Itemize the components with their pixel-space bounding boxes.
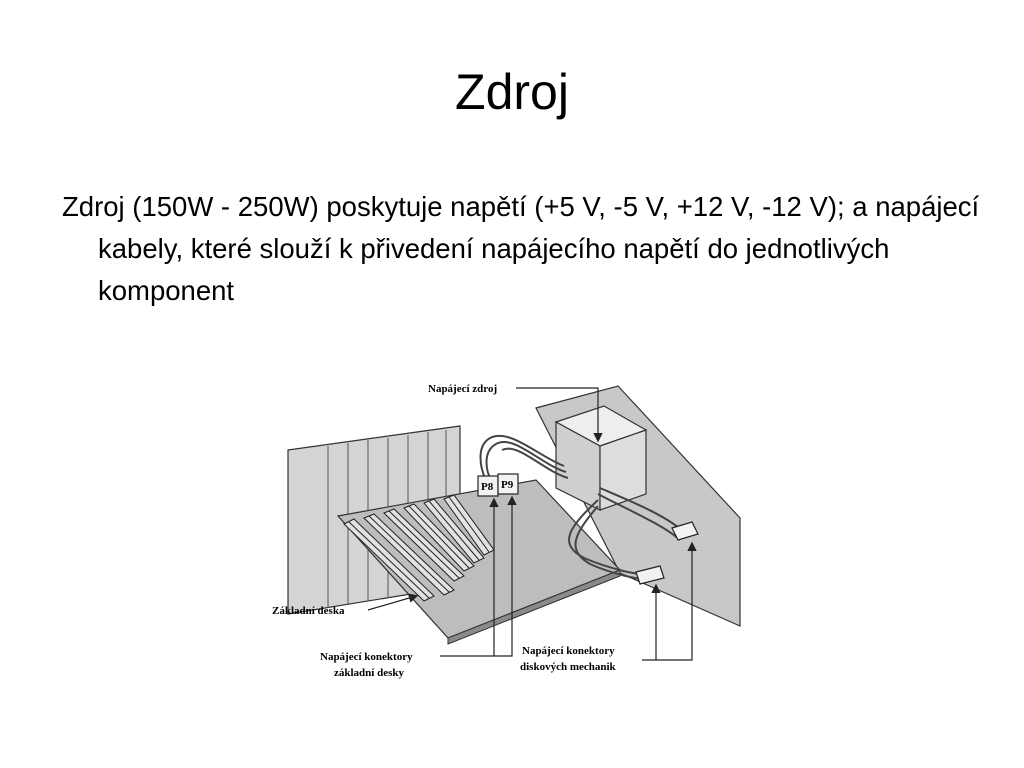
motherboard-power-connector xyxy=(478,474,518,496)
drive-connectors-pointer-1 xyxy=(642,586,656,660)
motherboard-connectors-label-line2: základní desky xyxy=(334,667,404,679)
connector-p8-label: P8 xyxy=(481,481,494,493)
motherboard-label: Základní deska xyxy=(272,605,345,617)
slide-title: Zdroj xyxy=(455,64,569,120)
drive-connectors-label-line1: Napájecí konektory xyxy=(522,645,615,657)
bullet-text: Zdroj (150W - 250W) poskytuje napětí (+5 V, -5 V, +12 V, -12 V); a napájecí kabely, které slouží k přivedení napájecího napětí do jednotlivých komponent xyxy=(62,191,980,306)
drive-connectors-label-line2: diskových mechanik xyxy=(520,661,616,673)
connector-p9-label: P9 xyxy=(501,479,514,491)
motherboard-connectors-label-line1: Napájecí konektory xyxy=(320,651,413,663)
power-supply-label: Napájecí zdroj xyxy=(428,383,498,395)
power-supply-diagram xyxy=(268,368,756,688)
power-supply-box xyxy=(556,406,646,510)
